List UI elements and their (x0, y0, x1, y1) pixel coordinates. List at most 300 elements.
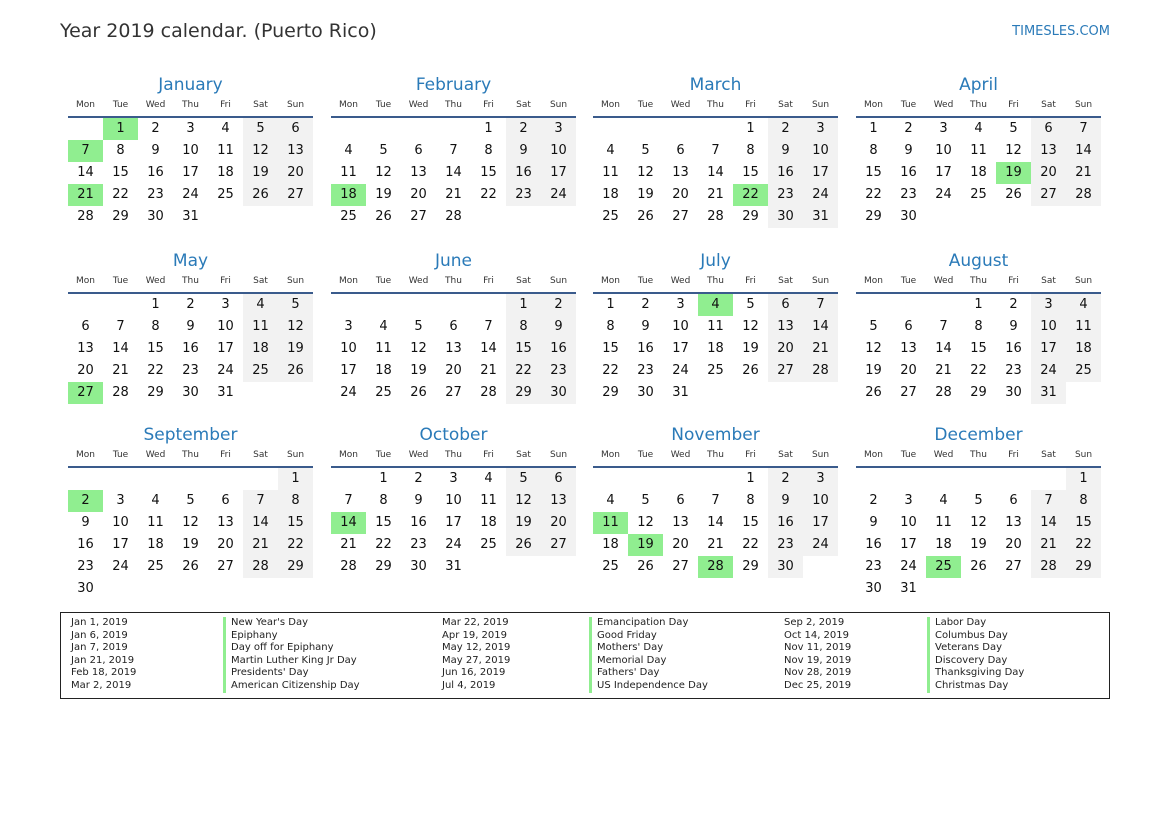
day-cell: 14 (243, 512, 278, 534)
weekday-label: Wed (933, 100, 954, 110)
weekday-label: Thu (707, 100, 724, 110)
holiday-name: Day off for Epiphany (231, 642, 334, 654)
weekday-label: Thu (970, 276, 987, 286)
empty-cell (471, 294, 506, 316)
day-cell: 5 (746, 297, 755, 312)
weekday-label: Wed (933, 450, 954, 460)
empty-cell (541, 206, 576, 228)
day-cell: 29 (278, 556, 313, 578)
day-cell: 26 (182, 559, 199, 574)
day-cell: 13 (410, 165, 427, 180)
day-cell: 14 (480, 341, 497, 356)
day-cell: 21 (1031, 534, 1066, 556)
day-cell: 16 (768, 162, 803, 184)
day-cell: 22 (742, 537, 759, 552)
weekday-label: Thu (707, 276, 724, 286)
holiday-date: Dec 25, 2019 (784, 679, 852, 691)
empty-cell (856, 294, 891, 316)
weekday-label: Thu (970, 100, 987, 110)
day-cell: 31 (1031, 382, 1066, 404)
day-cell: 10 (182, 143, 199, 158)
day-cell: 11 (340, 165, 357, 180)
empty-cell (68, 118, 103, 140)
site-link[interactable]: TIMESLES.COM (1012, 24, 1110, 39)
weekday-label: Wed (670, 100, 691, 110)
day-cell: 6 (221, 493, 230, 508)
day-cell: 3 (803, 468, 838, 490)
day-cell: 22 (480, 187, 497, 202)
day-cell: 28 (707, 209, 724, 224)
holiday-name: Thanksgiving Day (935, 667, 1025, 679)
day-cell: 30 (410, 559, 427, 574)
day-cell: 17 (672, 341, 689, 356)
day-cell: 29 (506, 382, 541, 404)
day-cell: 2 (186, 297, 195, 312)
month-name: May (172, 251, 209, 271)
month-march (593, 73, 838, 228)
holiday-day-cell: 19 (996, 162, 1031, 184)
day-cell: 23 (768, 184, 803, 206)
weekday-header (856, 273, 1101, 294)
day-cell: 15 (375, 515, 392, 530)
weekday-label: Fri (483, 276, 494, 286)
day-cell: 18 (602, 537, 619, 552)
day-cell: 30 (182, 385, 199, 400)
empty-cell (926, 206, 961, 228)
weekday-label: Mon (76, 450, 95, 460)
empty-cell (733, 382, 768, 404)
day-cell: 14 (935, 341, 952, 356)
day-grid (68, 294, 313, 404)
day-cell: 20 (410, 187, 427, 202)
empty-cell (1066, 206, 1101, 228)
day-cell: 19 (637, 187, 654, 202)
day-cell: 21 (707, 187, 724, 202)
holiday-dates-column (442, 617, 510, 693)
day-cell: 21 (935, 363, 952, 378)
day-cell: 20 (541, 512, 576, 534)
day-grid (593, 468, 838, 578)
weekday-label: Mon (601, 450, 620, 460)
day-cell: 5 (506, 468, 541, 490)
weekday-label: Sun (549, 100, 568, 110)
day-cell: 27 (672, 209, 689, 224)
day-cell: 30 (147, 209, 164, 224)
holiday-date: May 12, 2019 (442, 642, 511, 654)
day-cell: 24 (900, 559, 917, 574)
day-cell: 4 (1066, 294, 1101, 316)
day-cell: 9 (414, 493, 423, 508)
day-cell: 30 (865, 581, 882, 596)
day-cell: 9 (1009, 319, 1018, 334)
holiday-day-cell: 21 (68, 184, 103, 206)
day-cell: 22 (506, 360, 541, 382)
day-cell: 1 (484, 121, 493, 136)
day-grid (856, 468, 1101, 600)
day-cell: 23 (768, 534, 803, 556)
day-cell: 23 (900, 187, 917, 202)
weekday-header (331, 97, 576, 118)
month-name: June (434, 251, 473, 271)
day-cell: 4 (344, 143, 353, 158)
day-cell: 6 (541, 468, 576, 490)
day-cell: 25 (147, 559, 164, 574)
day-cell: 23 (1005, 363, 1022, 378)
day-cell: 8 (974, 319, 983, 334)
weekday-label: Wed (670, 276, 691, 286)
day-cell: 22 (970, 363, 987, 378)
day-cell: 28 (112, 385, 129, 400)
day-cell: 18 (935, 537, 952, 552)
holiday-day-cell: 1 (103, 118, 138, 140)
empty-cell (243, 468, 278, 490)
weekday-label: Tue (637, 100, 654, 110)
day-cell: 5 (641, 143, 650, 158)
weekday-label: Fri (220, 276, 231, 286)
holiday-name: Epiphany (231, 629, 278, 641)
day-cell: 27 (410, 209, 427, 224)
weekday-label: Sat (253, 276, 268, 286)
weekday-label: Sat (1041, 276, 1056, 286)
weekday-label: Sat (253, 100, 268, 110)
holiday-name: Fathers' Day (597, 667, 660, 679)
empty-cell (506, 206, 541, 228)
day-cell: 13 (672, 165, 689, 180)
day-cell: 24 (445, 537, 462, 552)
day-cell: 26 (970, 559, 987, 574)
day-cell: 18 (1066, 338, 1101, 360)
empty-cell (961, 206, 996, 228)
weekday-label: Tue (375, 100, 392, 110)
day-cell: 21 (1066, 162, 1101, 184)
day-cell: 12 (637, 165, 654, 180)
weekday-label: Tue (900, 100, 917, 110)
day-cell: 7 (243, 490, 278, 512)
month-april (856, 73, 1101, 228)
month-july (593, 249, 838, 404)
day-cell: 15 (480, 165, 497, 180)
day-cell: 12 (1005, 143, 1022, 158)
holiday-date: Apr 19, 2019 (442, 629, 508, 641)
day-cell: 8 (506, 316, 541, 338)
holiday-name: US Independence Day (597, 679, 708, 691)
day-cell: 22 (147, 363, 164, 378)
day-cell: 13 (900, 341, 917, 356)
weekday-label: Tue (375, 276, 392, 286)
day-cell: 2 (1009, 297, 1018, 312)
weekday-label: Wed (408, 100, 429, 110)
empty-cell (996, 578, 1031, 600)
day-cell: 14 (707, 515, 724, 530)
day-cell: 6 (449, 319, 458, 334)
weekday-label: Fri (220, 450, 231, 460)
day-cell: 5 (243, 118, 278, 140)
month-name: February (415, 75, 492, 95)
holiday-date: Feb 18, 2019 (71, 667, 137, 679)
empty-cell (506, 556, 541, 578)
day-cell: 3 (676, 297, 685, 312)
weekday-label: Fri (220, 100, 231, 110)
day-grid (68, 468, 313, 600)
day-cell: 17 (803, 512, 838, 534)
day-cell: 27 (445, 385, 462, 400)
holiday-day-cell: 11 (593, 512, 628, 534)
empty-cell (698, 118, 733, 140)
day-cell: 11 (217, 143, 234, 158)
empty-cell (663, 118, 698, 140)
day-grid (331, 468, 576, 578)
day-cell: 23 (865, 559, 882, 574)
day-cell: 7 (484, 319, 493, 334)
holiday-date: Nov 19, 2019 (784, 654, 852, 666)
day-cell: 1 (506, 294, 541, 316)
day-cell: 26 (278, 360, 313, 382)
day-cell: 3 (939, 121, 948, 136)
weekday-label: Sun (1074, 100, 1093, 110)
day-cell: 19 (182, 537, 199, 552)
day-cell: 8 (606, 319, 615, 334)
day-cell: 13 (1031, 140, 1066, 162)
day-cell: 26 (865, 385, 882, 400)
day-cell: 11 (243, 316, 278, 338)
empty-cell (173, 468, 208, 490)
empty-cell (891, 294, 926, 316)
month-name: March (689, 75, 742, 95)
weekday-label: Wed (145, 100, 166, 110)
empty-cell (208, 468, 243, 490)
day-cell: 23 (147, 187, 164, 202)
day-cell: 15 (506, 338, 541, 360)
empty-cell (593, 468, 628, 490)
day-cell: 26 (637, 559, 654, 574)
empty-cell (278, 382, 313, 404)
empty-cell (436, 294, 471, 316)
day-cell: 11 (1066, 316, 1101, 338)
day-cell: 23 (410, 537, 427, 552)
holiday-date: Jan 7, 2019 (71, 642, 128, 654)
day-cell: 29 (742, 209, 759, 224)
holiday-dates-column (784, 617, 851, 693)
empty-cell (173, 578, 208, 600)
weekday-label: Wed (933, 276, 954, 286)
day-cell: 10 (803, 140, 838, 162)
day-cell: 13 (77, 341, 94, 356)
day-cell: 17 (217, 341, 234, 356)
empty-cell (961, 468, 996, 490)
empty-cell (243, 578, 278, 600)
day-cell: 30 (637, 385, 654, 400)
day-cell: 1 (278, 468, 313, 490)
weekday-label: Tue (112, 100, 129, 110)
day-cell: 12 (865, 341, 882, 356)
empty-cell (68, 294, 103, 316)
empty-cell (103, 468, 138, 490)
holiday-name: Memorial Day (597, 654, 667, 666)
weekday-label: Sun (811, 276, 830, 286)
day-cell: 19 (865, 363, 882, 378)
empty-cell (278, 206, 313, 228)
month-october (331, 423, 576, 578)
day-cell: 7 (1031, 490, 1066, 512)
day-cell: 24 (803, 534, 838, 556)
holiday-day-cell: 7 (68, 140, 103, 162)
day-cell: 31 (672, 385, 689, 400)
empty-cell (471, 206, 506, 228)
day-cell: 2 (541, 294, 576, 316)
day-cell: 16 (506, 162, 541, 184)
day-cell: 20 (217, 537, 234, 552)
empty-cell (996, 206, 1031, 228)
day-cell: 7 (803, 294, 838, 316)
day-cell: 12 (742, 319, 759, 334)
empty-cell (138, 578, 173, 600)
weekday-label: Fri (483, 100, 494, 110)
empty-cell (68, 468, 103, 490)
month-name: December (934, 425, 1023, 445)
day-cell: 10 (935, 143, 952, 158)
empty-cell (138, 468, 173, 490)
day-cell: 3 (116, 493, 125, 508)
empty-cell (996, 468, 1031, 490)
weekday-label: Thu (970, 450, 987, 460)
day-cell: 17 (935, 165, 952, 180)
day-cell: 14 (112, 341, 129, 356)
weekday-label: Fri (745, 100, 756, 110)
day-cell: 24 (935, 187, 952, 202)
day-cell: 3 (904, 493, 913, 508)
day-cell: 9 (768, 140, 803, 162)
weekday-header (593, 447, 838, 468)
holiday-day-cell: 2 (768, 118, 803, 140)
day-grid (593, 118, 838, 228)
weekday-label: Fri (483, 450, 494, 460)
holiday-dates-column (71, 617, 136, 693)
day-grid (856, 118, 1101, 228)
day-cell: 29 (112, 209, 129, 224)
day-cell: 9 (186, 319, 195, 334)
holiday-name: Presidents' Day (231, 667, 309, 679)
weekday-label: Mon (339, 276, 358, 286)
day-cell: 16 (147, 165, 164, 180)
empty-cell (208, 206, 243, 228)
day-cell: 23 (637, 363, 654, 378)
holiday-date: Jun 16, 2019 (442, 667, 506, 679)
day-cell: 27 (1005, 559, 1022, 574)
weekday-label: Sun (286, 276, 305, 286)
day-cell: 20 (278, 162, 313, 184)
day-cell: 12 (970, 515, 987, 530)
holiday-date: Oct 14, 2019 (784, 629, 849, 641)
weekday-label: Mon (864, 100, 883, 110)
day-cell: 27 (278, 184, 313, 206)
empty-cell (471, 556, 506, 578)
day-cell: 13 (768, 316, 803, 338)
day-cell: 12 (375, 165, 392, 180)
holiday-day-cell: 16 (541, 338, 576, 360)
day-cell: 14 (803, 316, 838, 338)
day-cell: 3 (186, 121, 195, 136)
month-may (68, 249, 313, 404)
day-cell: 3 (541, 118, 576, 140)
empty-cell (926, 468, 961, 490)
day-grid (331, 118, 576, 228)
day-cell: 24 (803, 184, 838, 206)
day-cell: 10 (803, 490, 838, 512)
day-cell: 19 (243, 162, 278, 184)
day-cell: 22 (1066, 534, 1101, 556)
day-cell: 9 (151, 143, 160, 158)
day-cell: 22 (602, 363, 619, 378)
empty-cell (436, 118, 471, 140)
day-cell: 19 (278, 338, 313, 360)
day-cell: 7 (344, 493, 353, 508)
day-cell: 25 (970, 187, 987, 202)
day-cell: 24 (1031, 360, 1066, 382)
empty-cell (926, 578, 961, 600)
empty-cell (698, 382, 733, 404)
day-cell: 18 (602, 187, 619, 202)
day-cell: 20 (672, 537, 689, 552)
day-cell: 19 (506, 512, 541, 534)
day-cell: 16 (637, 341, 654, 356)
holiday-name: Mothers' Day (597, 642, 664, 654)
weekday-label: Thu (445, 276, 462, 286)
day-cell: 4 (379, 319, 388, 334)
day-cell: 12 (182, 515, 199, 530)
day-cell: 14 (1031, 512, 1066, 534)
day-cell: 15 (970, 341, 987, 356)
weekday-label: Sun (549, 276, 568, 286)
day-cell: 22 (278, 534, 313, 556)
day-cell: 18 (707, 341, 724, 356)
empty-cell (243, 382, 278, 404)
weekday-label: Tue (900, 450, 917, 460)
day-cell: 17 (541, 162, 576, 184)
weekday-label: Thu (182, 450, 199, 460)
day-cell: 21 (243, 534, 278, 556)
holiday-day-cell: 18 (331, 184, 366, 206)
day-cell: 26 (742, 363, 759, 378)
day-cell: 2 (414, 471, 423, 486)
day-cell: 7 (116, 319, 125, 334)
day-cell: 18 (147, 537, 164, 552)
day-cell: 21 (340, 537, 357, 552)
weekday-label: Wed (145, 276, 166, 286)
weekday-label: Thu (445, 450, 462, 460)
weekday-header (331, 447, 576, 468)
day-cell: 23 (77, 559, 94, 574)
day-cell: 9 (641, 319, 650, 334)
day-cell: 5 (186, 493, 195, 508)
day-cell: 23 (182, 363, 199, 378)
empty-cell (401, 294, 436, 316)
day-cell: 13 (541, 490, 576, 512)
day-cell: 13 (1005, 515, 1022, 530)
weekday-label: Tue (900, 276, 917, 286)
empty-cell (856, 468, 891, 490)
holiday-day-cell: 28 (698, 556, 733, 578)
day-cell: 28 (340, 559, 357, 574)
day-cell: 4 (484, 471, 493, 486)
day-grid (856, 294, 1101, 404)
holiday-day-cell: 14 (331, 512, 366, 534)
day-cell: 17 (445, 515, 462, 530)
day-cell: 6 (676, 493, 685, 508)
holiday-day-cell: 22 (733, 184, 768, 206)
day-cell: 5 (414, 319, 423, 334)
day-cell: 10 (672, 319, 689, 334)
day-cell: 25 (375, 385, 392, 400)
